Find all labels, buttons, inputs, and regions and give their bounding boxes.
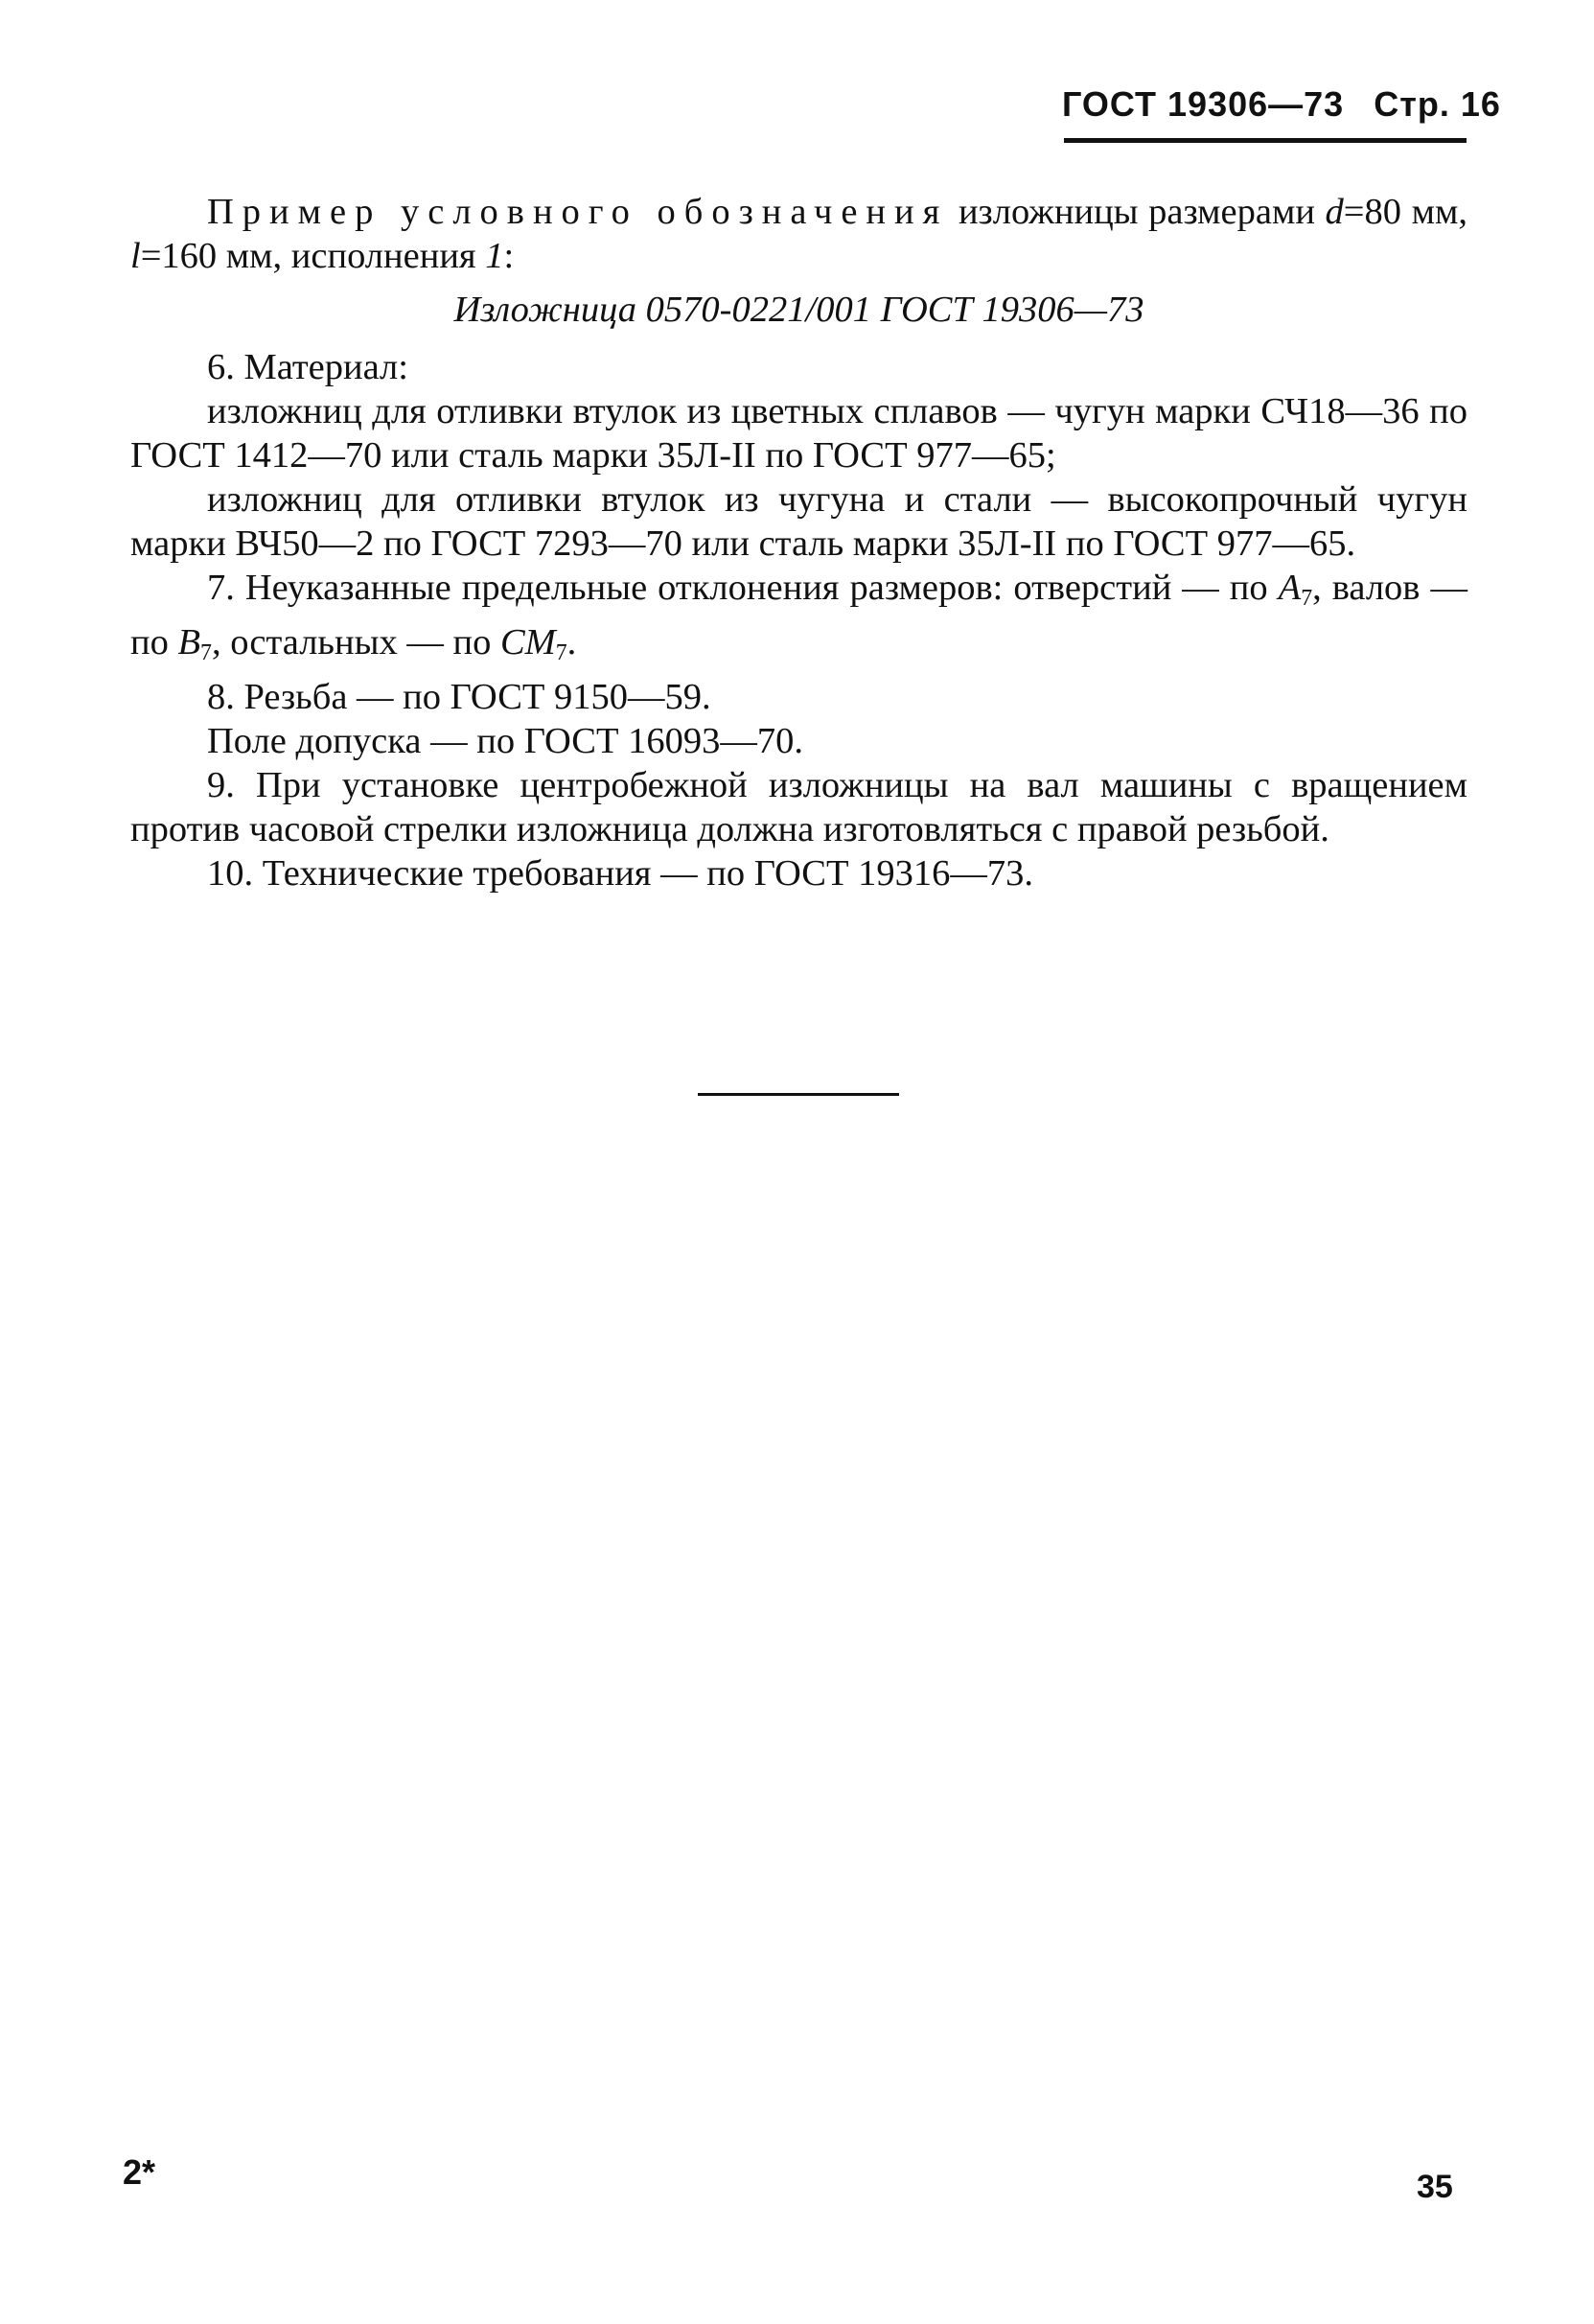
execution-number: 1 <box>485 236 504 276</box>
section-6-item-a: изложниц для отливки втулок из цветных сплавов — чугун марки СЧ18—36 по ГОСТ 1412—70 или сталь марки 35Л-II по ГОСТ 977—65; <box>130 391 1467 476</box>
example-intro-text: изложницы размерами <box>948 192 1326 232</box>
value-l: =160 мм, исполнения <box>140 236 486 276</box>
example-designation: Изложница 0570-0221/001 ГОСТ 19306—73 <box>453 290 1144 330</box>
section-8-tolerance: Поле допуска — по ГОСТ 16093—70. <box>207 720 803 761</box>
tolerance-cm: CM <box>499 621 556 662</box>
document-body <box>130 190 1467 895</box>
example-intro-end: : <box>503 236 515 276</box>
page-number: 35 <box>1417 2169 1453 2205</box>
section-7-start: 7. Неуказанные предельные отклонения размеров: отверстий — по <box>207 568 1279 608</box>
tolerance-a: A <box>1278 568 1302 608</box>
section-9: 9. При установке центробежной изложницы на вал машины с вращением против часовой стрелки изложница должна изготовляться с правой резьбой. <box>130 764 1467 849</box>
section-10: 10. Технические требования — по ГОСТ 19316—73. <box>207 852 1034 894</box>
page-label: Стр. 16 <box>1374 84 1501 124</box>
value-d: =80 мм, <box>1343 192 1467 232</box>
example-intro-paragraph <box>130 190 1467 278</box>
tolerance-cm-sub: 7 <box>555 639 567 665</box>
var-l: l <box>130 236 141 276</box>
section-6-item-b: изложниц для отливки втулок из чугуна и стали — высокопрочный чугун марки ВЧ50—2 по ГОСТ 7293—70 или сталь марки 35Л-II по ГОСТ 977—65. <box>130 479 1467 564</box>
section-7-end: . <box>566 621 577 662</box>
tolerance-a-sub: 7 <box>1301 585 1313 611</box>
section-7-mid1: , валов — по <box>130 568 1467 662</box>
header-rule <box>1064 138 1467 143</box>
signature-mark: 2* <box>123 2152 156 2192</box>
page-header <box>1062 84 1501 125</box>
example-intro-spaced: Пример условного обозначения <box>207 192 949 232</box>
section-7-mid2: , остальных — по <box>211 621 500 662</box>
end-rule <box>698 1093 899 1096</box>
section-7 <box>130 566 1467 675</box>
tolerance-b-sub: 7 <box>200 639 212 665</box>
section-8: 8. Резьба — по ГОСТ 9150—59. <box>207 676 711 717</box>
standard-number: ГОСТ 19306—73 <box>1062 84 1345 124</box>
section-6-title: 6. Материал: <box>207 347 408 387</box>
var-d: d <box>1325 192 1344 232</box>
tolerance-b: B <box>177 621 201 662</box>
